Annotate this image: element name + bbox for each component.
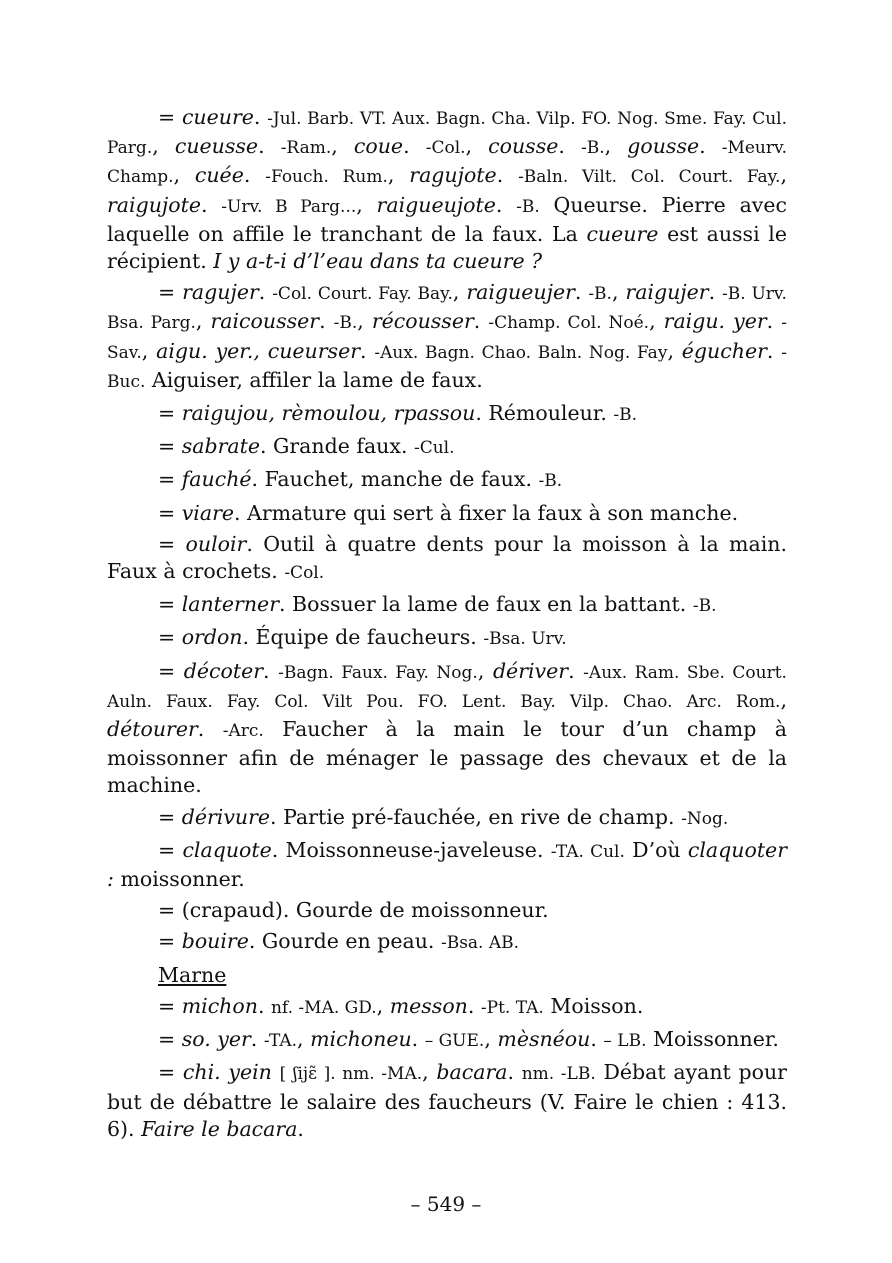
entry-text: ,	[667, 338, 682, 363]
headword: cueure	[586, 221, 659, 246]
headword: michon	[181, 993, 258, 1018]
headword: raigueujote	[376, 192, 496, 217]
locality-abbrev: – LB.	[603, 1031, 647, 1052]
entry-text: . Bossuer la lame de faux en la battant.	[279, 592, 693, 617]
headword: raigujou, rèmoulou, rpassou	[181, 401, 476, 426]
entry-text: =	[158, 804, 182, 829]
locality-abbrev: -Sav.	[107, 313, 787, 363]
page-number: – 549 –	[410, 1192, 482, 1216]
locality-abbrev: -Bsa. Urv.	[483, 629, 567, 650]
entry-text: .	[766, 309, 782, 334]
headword: fauché	[181, 467, 252, 492]
entry-text: .	[197, 717, 223, 742]
entry-text: .	[473, 309, 489, 334]
entry-text: =	[158, 531, 186, 556]
entry-text: ,	[780, 687, 787, 712]
entry-text: ,	[780, 163, 787, 188]
entry-text: Moisson.	[543, 993, 644, 1018]
locality-abbrev: -Bsa. AB.	[440, 933, 520, 954]
dictionary-entry	[107, 1026, 787, 1055]
entry-text: Aiguiser, affiler la lame de faux.	[145, 367, 483, 392]
entry-text: ,	[649, 309, 664, 334]
locality-abbrev: -Col. Court. Fay. Bay.	[272, 284, 453, 305]
entry-text: . Moissonneuse-javeleuse.	[271, 837, 551, 862]
headword: ragujer	[182, 280, 259, 305]
dictionary-entry	[107, 433, 787, 462]
entry-text: ,	[452, 280, 467, 305]
locality-abbrev: -B.	[516, 196, 540, 217]
locality-abbrev: -Baln. Vilt. Col. Court. Fay.	[518, 167, 781, 188]
entry-text: moissonner.	[113, 867, 245, 892]
entry-text: ,	[141, 338, 157, 363]
locality-abbrev: -B.	[333, 313, 358, 334]
entry-text: . Armature qui sert à fixer la faux à son manche.	[234, 500, 739, 525]
entry-text: = (crapaud). Gourde de moissonneur.	[158, 898, 549, 923]
headword: raigueujer	[466, 280, 575, 305]
headword: cousse	[488, 134, 559, 159]
entry-text: ,	[611, 280, 626, 305]
headword: bacara	[436, 1060, 508, 1085]
dictionary-entry	[107, 624, 787, 653]
entry-text: ,	[422, 1060, 437, 1085]
locality-abbrev: nf. -MA. GD.	[270, 997, 377, 1018]
entry-text: =	[158, 993, 182, 1018]
entry-text: . Fauchet, manche de faux.	[251, 467, 539, 492]
entry-text: .	[411, 1027, 425, 1052]
dictionary-entry	[107, 804, 787, 833]
entry-text: .	[263, 658, 279, 683]
headword: lanterner	[181, 592, 279, 617]
dictionary-entry	[107, 500, 787, 527]
entry-text: =	[158, 1060, 183, 1085]
entry-text: =	[158, 592, 182, 617]
locality-abbrev: -Cul.	[413, 438, 455, 459]
entry-text: Queurse. Pierre avec laquelle on affile le tranchant de la faux. La	[107, 192, 787, 246]
entry-text: ,	[356, 192, 377, 217]
entry-text: .	[507, 1060, 522, 1085]
entry-text: ,	[376, 993, 390, 1018]
entry-text: .	[257, 993, 271, 1018]
entry-text: est aussi le récipient.	[107, 221, 787, 274]
entry-text: =	[158, 929, 182, 954]
entry-text: =	[158, 434, 182, 459]
locality-abbrev: -B.	[692, 596, 717, 617]
entry-text: . Gourde en peau.	[248, 929, 441, 954]
entry-text: =	[158, 658, 184, 683]
entry-text: =	[158, 1027, 182, 1052]
entry-text: . Partie pré-fauchée, en rive de champ.	[270, 804, 682, 829]
entry-text: .	[243, 163, 266, 188]
dictionary-entry	[107, 1059, 787, 1143]
entry-text: =	[158, 467, 182, 492]
dictionary-entry	[107, 531, 787, 587]
entry-text: .	[496, 163, 519, 188]
dictionary-entry	[107, 591, 787, 620]
entry-text: ,	[465, 134, 489, 159]
headword: I y a-t-i d’l’eau dans ta cueure ?	[213, 249, 543, 274]
locality-abbrev: -B. Urv. Bsa. Parg.	[107, 284, 787, 334]
locality-abbrev: -B.	[538, 471, 563, 492]
entry-text: Marne	[158, 962, 227, 987]
entry-text: =	[158, 500, 182, 525]
headword: ouloir	[185, 531, 247, 556]
locality-abbrev: -TA.	[263, 1031, 298, 1052]
entry-text: D’où	[624, 837, 688, 862]
headword: dériver	[492, 658, 569, 683]
headword: cueure	[181, 105, 254, 129]
dictionary-entry	[107, 928, 787, 957]
entry-text: .	[574, 280, 589, 305]
entry-text: ,	[604, 134, 628, 159]
entry-text	[272, 1060, 280, 1084]
headword: cuée	[194, 163, 244, 188]
entry-text: .	[200, 192, 222, 217]
headword: récousser	[371, 309, 474, 334]
locality-abbrev: -Bagn. Faux. Fay. Nog.	[278, 662, 478, 683]
headword: coue	[353, 134, 404, 159]
entry-text: ,	[387, 163, 410, 188]
headword: raigujer	[625, 280, 709, 305]
locality-abbrev: -B.	[580, 138, 605, 159]
locality-abbrev: -Urv. B Parg...	[221, 196, 357, 217]
entry-text: ,	[297, 1027, 311, 1052]
headword: sabrate	[181, 434, 260, 459]
locality-abbrev: -Meurv. Champ.	[107, 138, 787, 188]
headword: cueusse	[174, 134, 259, 159]
headword: chi. yein	[182, 1060, 272, 1085]
entry-text: . Grande faux.	[259, 434, 414, 459]
headword: gousse	[627, 134, 700, 159]
entry-text: . Outil à quatre dents pour la moisson à la main. Faux à crochets.	[107, 531, 787, 584]
dictionary-entry	[107, 837, 787, 893]
locality-abbrev: -Ram.	[280, 138, 332, 159]
locality-abbrev: -Fouch. Rum.	[265, 167, 388, 188]
entry-text: ,	[152, 134, 175, 159]
locality-abbrev: -Pt. TA.	[480, 997, 544, 1018]
locality-abbrev: -Champ. Col. Noé.	[488, 313, 650, 334]
headword: Faire le bacara	[141, 1116, 298, 1141]
entry-text: .	[699, 134, 722, 159]
entry-text: .	[766, 338, 782, 363]
headword: bouire	[181, 929, 249, 954]
locality-abbrev: -Buc.	[107, 342, 787, 392]
entry-text: .	[590, 1027, 604, 1052]
headword: aigu. yer., cueurser	[156, 338, 360, 363]
page-body	[107, 104, 787, 1147]
headword: raicousser	[210, 309, 320, 334]
headword: raigu. yer	[663, 309, 767, 334]
entry-text: . Équipe de faucheurs.	[242, 625, 484, 650]
dictionary-entry	[107, 658, 787, 800]
locality-abbrev: -Aux. Ram. Sbe. Court. Auln. Faux. Fay. Col. Vilt Pou. FO. Lent. Bay. Vilp. Chao. Arc. Rom.	[107, 662, 787, 712]
entry-text: =	[158, 625, 182, 650]
entry-text: =	[158, 401, 182, 426]
entry-text: Débat ayant pour but de débattre le salaire des faucheurs (V. Faire le chien : 413. 6).	[107, 1060, 787, 1141]
entry-text: .	[250, 1027, 264, 1052]
dictionary-entry	[107, 897, 787, 924]
headword: détourer	[107, 717, 198, 742]
section-heading	[107, 962, 787, 989]
entry-text: .	[360, 338, 375, 363]
locality-abbrev: -B.	[588, 284, 612, 305]
locality-abbrev: -Arc.	[222, 721, 264, 742]
headword: claquoter :	[107, 837, 787, 892]
dictionary-entry	[107, 993, 787, 1022]
locality-abbrev: -Col.	[425, 138, 466, 159]
entry-text: =	[158, 280, 183, 305]
entry-text: .	[467, 993, 481, 1018]
headword: messon	[389, 993, 468, 1018]
headword: claquote	[182, 837, 272, 862]
entry-text: ,	[477, 658, 493, 683]
entry-text: .	[558, 134, 581, 159]
locality-abbrev: – GUE.	[424, 1031, 485, 1052]
headword: ordon	[181, 625, 243, 650]
locality-abbrev: -Nog.	[681, 808, 729, 829]
headword: dérivure	[181, 804, 271, 829]
entry-text: ,	[357, 309, 372, 334]
locality-abbrev: [ ʃijɛ̃ ]. nm. -MA.	[279, 1064, 423, 1085]
headword: ragujote	[409, 163, 497, 188]
headword: décoter	[183, 658, 264, 683]
entry-text: .	[319, 309, 334, 334]
dictionary-entry	[107, 400, 787, 429]
headword: mèsnéou	[497, 1027, 591, 1052]
dictionary-entry	[107, 466, 787, 495]
entry-text: .	[708, 280, 723, 305]
entry-text: .	[568, 658, 584, 683]
entry-text: Moissonner.	[646, 1027, 779, 1052]
headword: raigujote	[107, 192, 201, 217]
locality-abbrev: nm. -LB.	[521, 1064, 596, 1085]
entry-text: .	[253, 105, 268, 129]
locality-abbrev: -Col.	[284, 563, 325, 584]
entry-text: ,	[331, 134, 354, 159]
entry-text: Faucher à la main le tour d’un champ à moissonner afin de ménager le passage des chevaux et de la machine.	[107, 717, 787, 798]
entry-text: .	[297, 1116, 304, 1141]
dictionary-entry	[107, 279, 787, 396]
entry-text: ,	[173, 163, 195, 188]
headword: égucher	[681, 338, 767, 363]
locality-abbrev: -TA. Cul.	[550, 841, 625, 862]
entry-text: .	[258, 280, 273, 305]
entry-text: .	[495, 192, 517, 217]
entry-text: . Rémouleur.	[475, 401, 614, 426]
entry-text: ,	[195, 309, 211, 334]
entry-text: =	[158, 105, 182, 129]
locality-abbrev: -Jul. Barb. VT. Aux. Bagn. Cha. Vilp. FO. Nog. Sme. Fay. Cul. Parg.	[107, 109, 787, 159]
locality-abbrev: -Aux. Bagn. Chao. Baln. Nog. Fay	[374, 342, 668, 363]
entry-text: =	[158, 837, 183, 862]
locality-abbrev: -B.	[613, 405, 638, 426]
headword: michoneu	[310, 1027, 412, 1052]
entry-text: .	[258, 134, 281, 159]
entry-text: .	[403, 134, 426, 159]
headword: so. yer	[181, 1027, 251, 1052]
dictionary-entry	[107, 104, 787, 275]
entry-text: ,	[484, 1027, 498, 1052]
headword: viare	[181, 500, 234, 525]
